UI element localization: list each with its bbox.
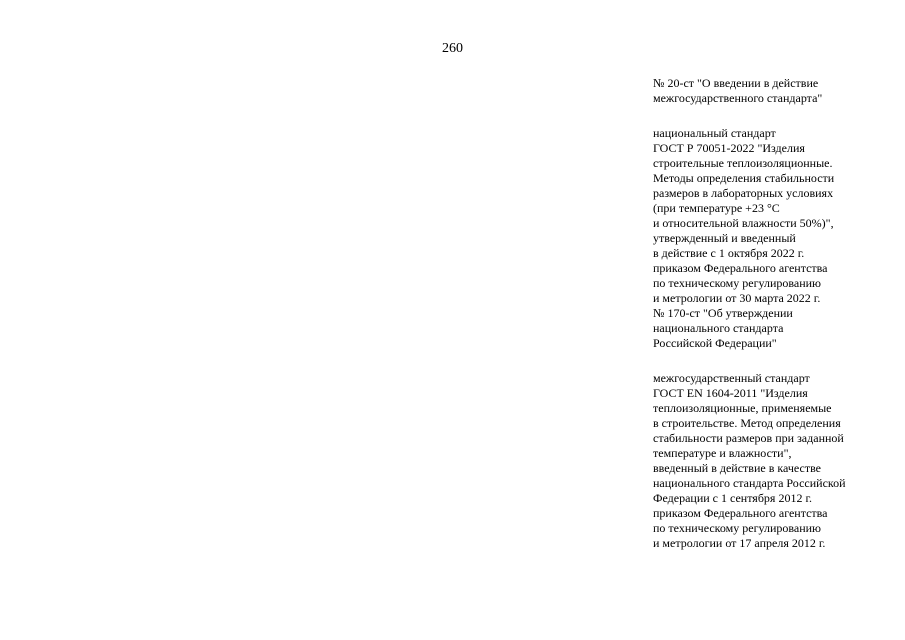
text-line: стабильности размеров при заданной: [653, 431, 844, 445]
text-block-interstate-standard: [653, 371, 893, 551]
text-line: введенный в действие в качестве: [653, 461, 822, 475]
text-block-national-standard: [653, 126, 893, 351]
text-line: № 20-ст "О введении в действие: [653, 76, 819, 90]
text-line: приказом Федерального агентства: [653, 506, 828, 520]
text-line: национального стандарта: [653, 321, 784, 335]
text-line: по техническому регулированию: [653, 521, 822, 535]
text-line: и относительной влажности 50%)",: [653, 216, 834, 230]
text-line: размеров в лабораторных условиях: [653, 186, 834, 200]
text-line: и метрологии от 30 марта 2022 г.: [653, 291, 821, 305]
text-line: межгосударственный стандарт: [653, 371, 810, 385]
text-line: № 170-ст "Об утверждении: [653, 306, 793, 320]
text-line: утвержденный и введенный: [653, 231, 796, 245]
text-line: приказом Федерального агентства: [653, 261, 828, 275]
text-line: строительные теплоизоляционные.: [653, 156, 833, 170]
text-line: теплоизоляционные, применяемые: [653, 401, 832, 415]
text-line: национального стандарта Российской: [653, 476, 846, 490]
text-line: и метрологии от 17 апреля 2012 г.: [653, 536, 826, 550]
text-line: Российской Федерации": [653, 336, 777, 350]
text-line: национальный стандарт: [653, 126, 776, 140]
text-column: [653, 76, 893, 571]
text-line: Методы определения стабильности: [653, 171, 835, 185]
text-line: по техническому регулированию: [653, 276, 822, 290]
text-line: в строительстве. Метод определения: [653, 416, 841, 430]
text-line: межгосударственного стандарта": [653, 91, 823, 105]
page-number: 260: [442, 41, 463, 56]
text-line: Федерации с 1 сентября 2012 г.: [653, 491, 813, 505]
text-line: (при температуре +23 °C: [653, 201, 780, 215]
text-block-order-reference: [653, 76, 893, 106]
text-line: ГОСТ EN 1604-2011 "Изделия: [653, 386, 808, 400]
text-line: ГОСТ Р 70051-2022 "Изделия: [653, 141, 805, 155]
text-line: в действие с 1 октября 2022 г.: [653, 246, 805, 260]
text-line: температуре и влажности",: [653, 446, 792, 460]
